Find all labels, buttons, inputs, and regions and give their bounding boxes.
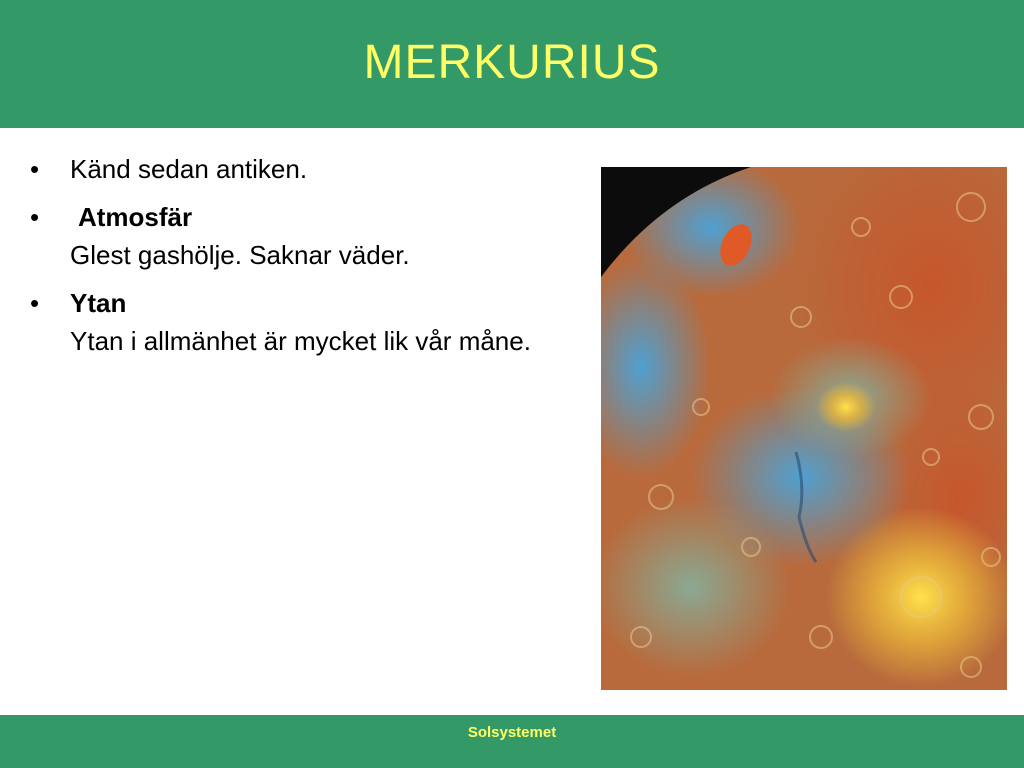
bullet-list <box>28 150 568 370</box>
title-band <box>0 0 1024 128</box>
slide-title: MERKURIUS <box>363 35 661 89</box>
bullet-icon: • <box>30 202 40 232</box>
mercury-surface-illustration <box>601 167 1007 690</box>
bullet-item <box>28 284 568 360</box>
bullet-heading: Atmosfär <box>78 202 193 232</box>
bullet-heading: Ytan <box>70 288 127 318</box>
bullet-item <box>28 150 568 188</box>
bullet-item <box>28 198 568 274</box>
bullet-text: Glest gashölje. Saknar väder. <box>70 240 410 270</box>
footer-label: Solsystemet <box>467 724 557 741</box>
bullet-text: Ytan i allmänhet är mycket lik vår måne. <box>70 326 531 356</box>
bullet-text: Känd sedan antiken. <box>70 154 308 184</box>
bullet-icon: • <box>30 154 40 184</box>
mercury-surface-image <box>601 167 1007 690</box>
bullet-icon: • <box>30 288 40 318</box>
footer-band <box>0 715 1024 768</box>
